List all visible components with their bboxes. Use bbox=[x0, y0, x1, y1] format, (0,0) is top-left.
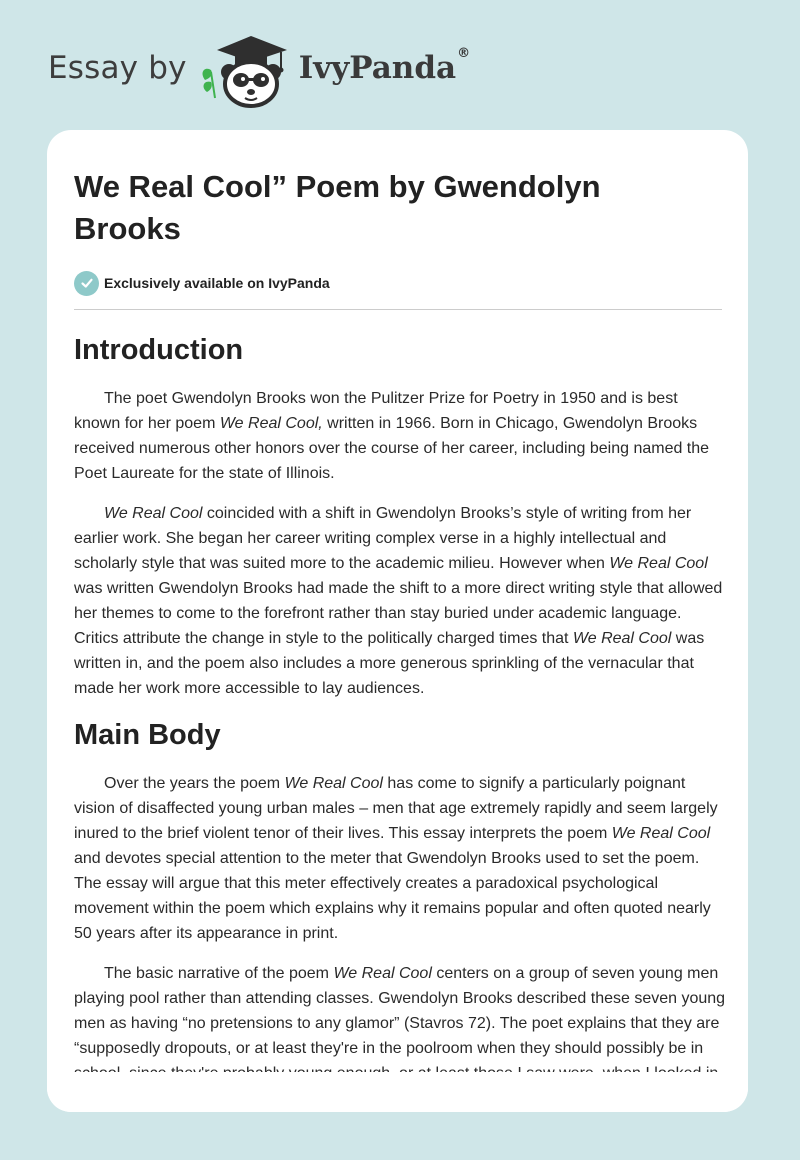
text-run: The poet Gwendolyn Brooks won the Pulitzer Prize for Poetry in 1950 and is best known for her poem bbox=[74, 390, 678, 432]
italic-title-text: We Real Cool bbox=[609, 555, 708, 572]
title-divider bbox=[74, 309, 722, 310]
essay-by-label: Essay by bbox=[48, 50, 187, 86]
italic-title-text: We Real Cool bbox=[572, 630, 672, 647]
section-heading: Main Body bbox=[74, 719, 221, 751]
exclusive-label: Exclusively available on IvyPanda bbox=[104, 275, 330, 291]
text-run: written in 1966. Born in Chicago, Gwendolyn Brooks received numerous other honors over the course of her career, including being named the Poet Laureate for the state of Illinois. bbox=[74, 415, 710, 482]
section-heading: Introduction bbox=[74, 334, 244, 366]
italic-title-text: We Real Cool bbox=[333, 965, 432, 982]
text-run: centers on a group of seven young men playing pool rather than attending classes. Gwendolyn Brooks described these seven young men as having “no pretensions to any glamor” (Stavros 72). The poet explains that they are “supposedly dropouts, or at least they're in the poolroom when they should possibly be in bbox=[74, 965, 726, 1057]
text-run: Over the years the poem bbox=[104, 775, 285, 792]
card-bottom-fade bbox=[47, 1072, 748, 1112]
paragraph bbox=[74, 771, 726, 946]
text-run: has come to signify a particularly poignant vision of disaffected young urban males – men that age extremely rapidly and seem largely inured to the brief violent tenor of their lives. This essay interprets the poem bbox=[74, 775, 718, 842]
paragraph bbox=[74, 386, 726, 486]
article-title: We Real Cool” Poem by Gwendolyn Brooks bbox=[74, 169, 601, 246]
text-run: and devotes special attention to the meter that Gwendolyn Brooks used to set the poem. The essay will argue that this meter effectively creates a paradoxical psychological movement within the poem which explains why it remains popular and often quoted nearly 50 years after its appearance in print. bbox=[74, 850, 711, 942]
italic-title-text: We Real Cool bbox=[104, 505, 203, 522]
text-run: The basic narrative of the poem bbox=[104, 965, 334, 982]
exclusive-badge bbox=[74, 270, 722, 296]
paragraph bbox=[74, 501, 726, 701]
brand-name[interactable]: IvyPanda® bbox=[298, 46, 471, 86]
italic-title-text: We Real Cool, bbox=[219, 415, 323, 432]
text-run: coincided with a shift in Gwendolyn Brooks’s style of writing from her earlier work. She began her career writing complex verse in a highly intellectual and scholarly style that was suited more to the academic milieu. However when bbox=[74, 505, 692, 572]
registered-mark: ® bbox=[457, 46, 471, 61]
italic-title-text: We Real Cool bbox=[284, 775, 383, 792]
panda-graduate-icon[interactable] bbox=[199, 28, 295, 108]
site-header bbox=[48, 28, 470, 108]
check-icon bbox=[74, 271, 99, 296]
text-run: was written in, and the poem also includes a more generous sprinkling of the vernacular that made her work more accessible to lay audiences. bbox=[74, 630, 705, 697]
section-main-body bbox=[74, 717, 726, 1111]
section-introduction bbox=[74, 332, 722, 701]
article-card bbox=[47, 130, 748, 1112]
italic-title-text: We Real Cool bbox=[611, 825, 711, 842]
text-run: was written Gwendolyn Brooks had made the shift to a more direct writing style that allowed her themes to come to the forefront rather than stay buried under academic language. Critics attribute the change in style to the politically charged times that bbox=[74, 580, 723, 647]
